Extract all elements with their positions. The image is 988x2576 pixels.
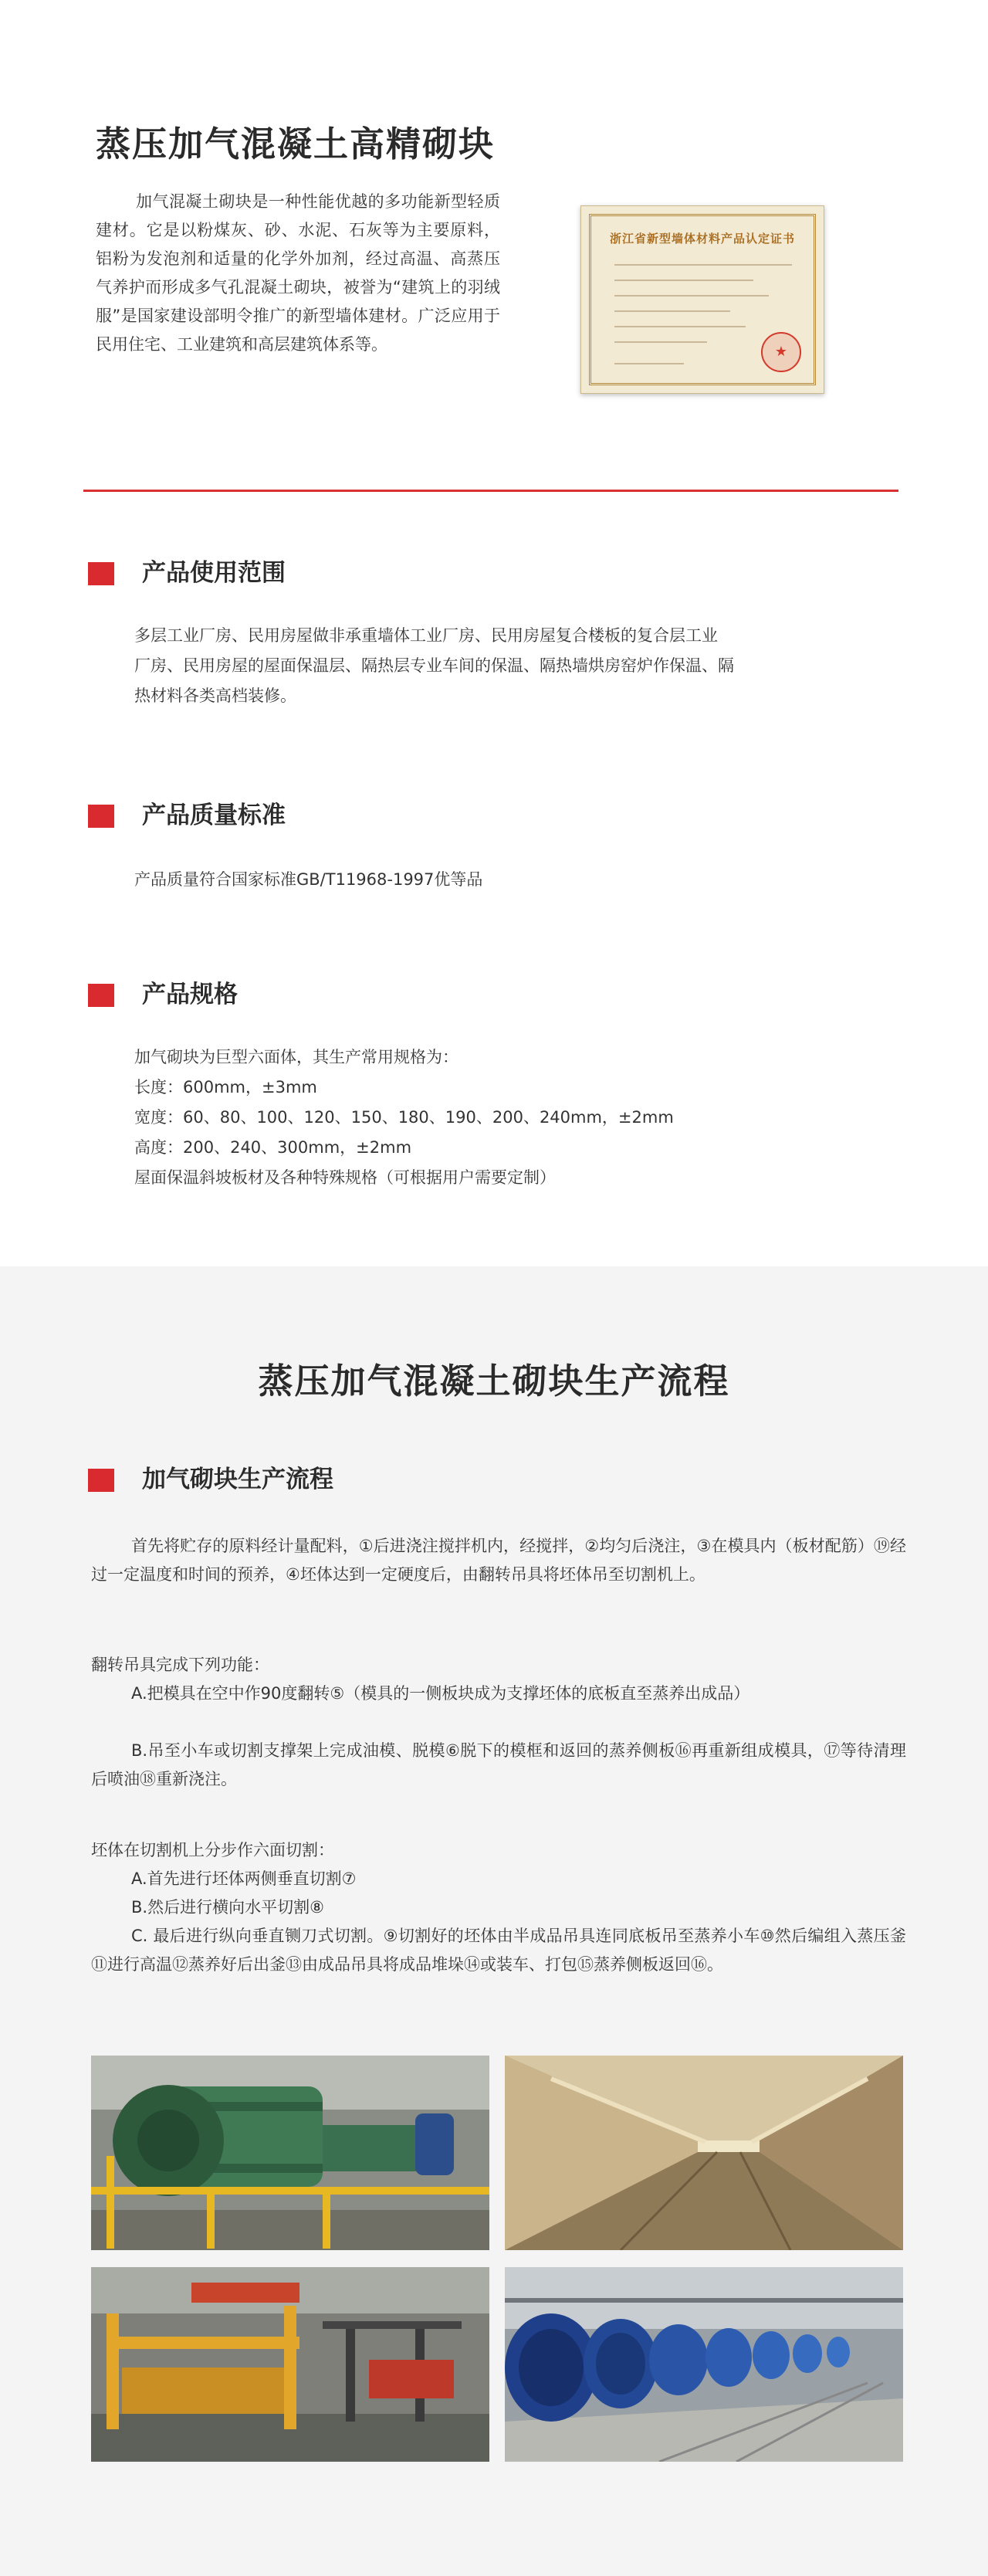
spec-line: 加气砌块为巨型六面体，其生产常用规格为： bbox=[134, 1048, 458, 1066]
flip-item-a: A.把模具在空中作90度翻转⑤（模具的一侧板块成为支撑坯体的底板直至蒸养出成品） bbox=[131, 1684, 750, 1703]
red-square-icon bbox=[88, 1469, 114, 1492]
cut-heading: 坯体在切割机上分步作六面切割： bbox=[91, 1841, 334, 1859]
spec-heading-label: 产品规格 bbox=[142, 981, 238, 1008]
curing-corridor-photo bbox=[505, 2056, 903, 2250]
red-square-icon bbox=[88, 805, 114, 828]
flip-item-b: B.吊至小车或切割支撑架上完成油模、脱模⑥脱下的模框和返回的蒸养侧板⑯再重新组成模具，⑰等待清理后喷油⑱重新浇注。 bbox=[91, 1741, 906, 1788]
certificate-text-line bbox=[614, 310, 730, 312]
certificate-text-line bbox=[614, 295, 769, 297]
page-title: 蒸压加气混凝土高精砌块 bbox=[96, 124, 496, 164]
certificate-text-line bbox=[614, 341, 707, 343]
certificate-border bbox=[589, 214, 816, 385]
spec-line: 屋面保温斜坡板材及各种特殊规格（可根据用户需要定制） bbox=[134, 1168, 556, 1187]
intro-paragraph: 加气混凝土砌块是一种性能优越的多功能新型轻质建材。它是以粉煤灰、砂、水泥、石灰等为主要原料，铝粉为发泡剂和适量的化学外加剂，经过高温、高蒸压气养护而形成多气孔混凝土砌块，被誉为“建筑上的羽绒服”是国家建设部明令推广的新型墙体建材。广泛应用于民用住宅、工业建筑和高层建筑体系等。 bbox=[96, 192, 500, 354]
section-divider bbox=[83, 490, 898, 492]
spec-line: 长度：600mm，±3mm bbox=[134, 1078, 317, 1096]
cut-item-c: C. 最后进行纵向垂直铡刀式切割。⑨切割好的坯体由半成品吊具连同底板吊至蒸养小车⑩然后编组入蒸压釜⑪进行高温⑫蒸养好后出釜⑬由成品吊具将成品堆垛⑭或装车、打包⑮蒸养侧板返回⑯。 bbox=[91, 1927, 906, 1974]
ball-mill-photo bbox=[91, 2056, 489, 2250]
red-square-icon bbox=[88, 984, 114, 1007]
cut-item-b: B.然后进行横向水平切割⑧ bbox=[131, 1898, 324, 1917]
usage-line: 热材料各类高档装修。 bbox=[134, 686, 296, 705]
process-title: 蒸压加气混凝土砌块生产流程 bbox=[258, 1361, 730, 1402]
certificate-text-line bbox=[614, 280, 753, 281]
certificate-text-line bbox=[614, 326, 746, 327]
quality-heading-label: 产品质量标准 bbox=[142, 802, 286, 829]
usage-line: 多层工业厂房、民用房屋做非承重墙体工业厂房、民用房屋复合楼板的复合层工业 bbox=[134, 626, 718, 645]
process-heading-label: 加气砌块生产流程 bbox=[142, 1466, 333, 1493]
usage-paragraph bbox=[134, 621, 880, 711]
spec-line: 宽度：60、80、100、120、150、180、190、200、240mm，±2mm bbox=[134, 1108, 674, 1127]
usage-heading-label: 产品使用范围 bbox=[142, 559, 286, 587]
certificate-title: 浙江省新型墙体材料产品认定证书 bbox=[609, 232, 795, 246]
quality-paragraph: 产品质量符合国家标准GB/T11968-1997优等品 bbox=[134, 870, 483, 889]
spec-line: 高度：200、240、300mm，±2mm bbox=[134, 1138, 412, 1157]
red-square-icon bbox=[88, 562, 114, 585]
cutting-machine-photo bbox=[91, 2267, 489, 2462]
flip-heading: 翻转吊具完成下列功能： bbox=[91, 1656, 269, 1674]
spec-paragraph bbox=[134, 1042, 880, 1193]
certificate-seal-icon: ★ bbox=[761, 332, 801, 372]
process-intro: 首先将贮存的原料经计量配料，①后进浇注搅拌机内，经搅拌，②均匀后浇注，③在模具内（板材配筋）⑲经过一定温度和时间的预养，④坯体达到一定硬度后，由翻转吊具将坯体吊至切割机上。 bbox=[91, 1537, 906, 1584]
usage-line: 厂房、民用房屋的屋面保温层、隔热层专业车间的保温、隔热墙烘房窑炉作保温、隔 bbox=[134, 656, 734, 675]
certificate-image bbox=[580, 205, 824, 394]
certificate-text-line bbox=[614, 264, 792, 266]
autoclave-photo bbox=[505, 2267, 903, 2462]
certificate-text-line bbox=[614, 363, 684, 364]
cut-item-a: A.首先进行坯体两侧垂直切割⑦ bbox=[131, 1869, 357, 1888]
